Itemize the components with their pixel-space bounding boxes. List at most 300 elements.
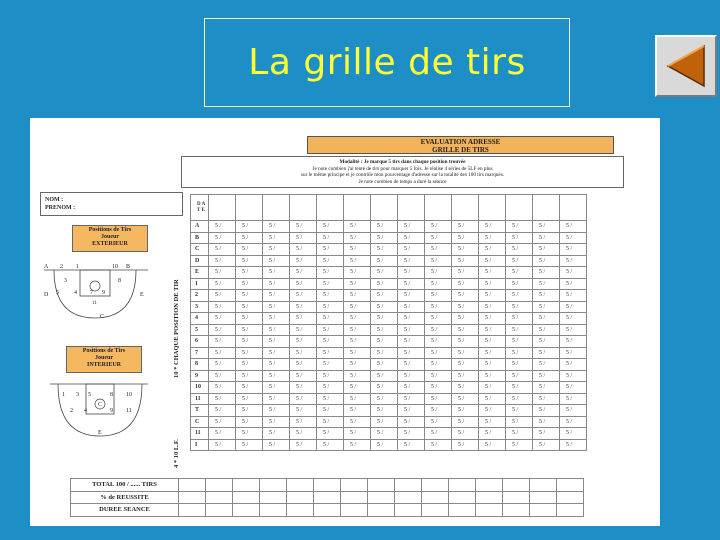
shot-cell[interactable]: 5 / bbox=[425, 393, 452, 405]
shot-cell[interactable]: 5 / bbox=[479, 428, 506, 440]
shot-cell[interactable]: 5 / bbox=[236, 244, 263, 256]
shot-cell[interactable]: 5 / bbox=[533, 232, 560, 244]
totals-cell[interactable] bbox=[233, 504, 260, 517]
shot-cell[interactable]: 5 / bbox=[236, 428, 263, 440]
shot-cell[interactable]: 5 / bbox=[344, 359, 371, 371]
shot-cell[interactable]: 5 / bbox=[479, 301, 506, 313]
shot-cell[interactable]: 5 / bbox=[290, 405, 317, 417]
shot-cell[interactable]: 5 / bbox=[479, 347, 506, 359]
shot-cell[interactable]: 5 / bbox=[317, 278, 344, 290]
shot-cell[interactable]: 5 / bbox=[425, 324, 452, 336]
totals-cell[interactable] bbox=[503, 491, 530, 504]
shot-cell[interactable]: 5 / bbox=[290, 347, 317, 359]
back-nav-button[interactable] bbox=[655, 35, 717, 97]
shot-cell[interactable]: 5 / bbox=[533, 244, 560, 256]
totals-cell[interactable] bbox=[557, 491, 584, 504]
shot-cell[interactable]: 5 / bbox=[560, 278, 587, 290]
shot-cell[interactable]: 5 / bbox=[479, 336, 506, 348]
totals-cell[interactable] bbox=[206, 479, 233, 492]
shot-cell[interactable]: 5 / bbox=[560, 405, 587, 417]
shot-cell[interactable]: 5 / bbox=[560, 439, 587, 451]
totals-cell[interactable] bbox=[260, 491, 287, 504]
shot-cell[interactable]: 5 / bbox=[344, 301, 371, 313]
shot-cell[interactable]: 5 / bbox=[398, 301, 425, 313]
shot-cell[interactable]: 5 / bbox=[290, 278, 317, 290]
totals-cell[interactable] bbox=[503, 479, 530, 492]
shot-cell[interactable]: 5 / bbox=[425, 313, 452, 325]
shot-cell[interactable]: 5 / bbox=[344, 278, 371, 290]
shot-cell[interactable]: 5 / bbox=[236, 232, 263, 244]
shot-cell[interactable]: 5 / bbox=[344, 393, 371, 405]
shot-cell[interactable]: 5 / bbox=[236, 405, 263, 417]
shot-cell[interactable]: 5 / bbox=[209, 428, 236, 440]
date-cell[interactable] bbox=[317, 195, 344, 221]
shot-cell[interactable]: 5 / bbox=[560, 324, 587, 336]
totals-cell[interactable] bbox=[368, 491, 395, 504]
shot-cell[interactable]: 5 / bbox=[236, 416, 263, 428]
shot-cell[interactable]: 5 / bbox=[209, 347, 236, 359]
shot-cell[interactable]: 5 / bbox=[290, 439, 317, 451]
shot-cell[interactable]: 5 / bbox=[263, 347, 290, 359]
date-cell[interactable] bbox=[425, 195, 452, 221]
shot-cell[interactable]: 5 / bbox=[371, 221, 398, 233]
shot-cell[interactable]: 5 / bbox=[425, 439, 452, 451]
shot-cell[interactable]: 5 / bbox=[479, 313, 506, 325]
shot-cell[interactable]: 5 / bbox=[209, 290, 236, 302]
totals-cell[interactable] bbox=[395, 491, 422, 504]
shot-cell[interactable]: 5 / bbox=[371, 347, 398, 359]
shot-cell[interactable]: 5 / bbox=[452, 255, 479, 267]
totals-cell[interactable] bbox=[233, 479, 260, 492]
shot-cell[interactable]: 5 / bbox=[506, 301, 533, 313]
shot-cell[interactable]: 5 / bbox=[263, 301, 290, 313]
shot-cell[interactable]: 5 / bbox=[344, 324, 371, 336]
shot-cell[interactable]: 5 / bbox=[533, 336, 560, 348]
shot-cell[interactable]: 5 / bbox=[452, 428, 479, 440]
totals-cell[interactable] bbox=[422, 504, 449, 517]
shot-cell[interactable]: 5 / bbox=[209, 301, 236, 313]
shot-cell[interactable]: 5 / bbox=[344, 221, 371, 233]
shot-cell[interactable]: 5 / bbox=[506, 313, 533, 325]
date-cell[interactable] bbox=[371, 195, 398, 221]
shot-cell[interactable]: 5 / bbox=[425, 359, 452, 371]
shot-cell[interactable]: 5 / bbox=[506, 244, 533, 256]
shot-cell[interactable]: 5 / bbox=[236, 290, 263, 302]
shot-cell[interactable]: 5 / bbox=[398, 393, 425, 405]
totals-cell[interactable] bbox=[287, 504, 314, 517]
shot-cell[interactable]: 5 / bbox=[452, 439, 479, 451]
shot-cell[interactable]: 5 / bbox=[371, 255, 398, 267]
shot-cell[interactable]: 5 / bbox=[290, 393, 317, 405]
shot-cell[interactable]: 5 / bbox=[209, 439, 236, 451]
shot-cell[interactable]: 5 / bbox=[506, 393, 533, 405]
shot-cell[interactable]: 5 / bbox=[425, 278, 452, 290]
shot-cell[interactable]: 5 / bbox=[452, 301, 479, 313]
shot-cell[interactable]: 5 / bbox=[425, 244, 452, 256]
shot-cell[interactable]: 5 / bbox=[452, 336, 479, 348]
shot-cell[interactable]: 5 / bbox=[290, 301, 317, 313]
shot-cell[interactable]: 5 / bbox=[371, 405, 398, 417]
shot-cell[interactable]: 5 / bbox=[317, 428, 344, 440]
shot-cell[interactable]: 5 / bbox=[533, 347, 560, 359]
shot-cell[interactable]: 5 / bbox=[209, 232, 236, 244]
shot-cell[interactable]: 5 / bbox=[560, 393, 587, 405]
shot-cell[interactable]: 5 / bbox=[425, 290, 452, 302]
shot-cell[interactable]: 5 / bbox=[425, 255, 452, 267]
shot-cell[interactable]: 5 / bbox=[236, 278, 263, 290]
shot-cell[interactable]: 5 / bbox=[425, 301, 452, 313]
shot-cell[interactable]: 5 / bbox=[479, 278, 506, 290]
shot-cell[interactable]: 5 / bbox=[506, 278, 533, 290]
shot-cell[interactable]: 5 / bbox=[452, 370, 479, 382]
totals-cell[interactable] bbox=[341, 504, 368, 517]
date-cell[interactable] bbox=[452, 195, 479, 221]
date-cell[interactable] bbox=[506, 195, 533, 221]
shot-cell[interactable]: 5 / bbox=[344, 336, 371, 348]
shot-cell[interactable]: 5 / bbox=[236, 359, 263, 371]
shot-cell[interactable]: 5 / bbox=[398, 439, 425, 451]
shot-cell[interactable]: 5 / bbox=[479, 324, 506, 336]
shot-cell[interactable]: 5 / bbox=[425, 416, 452, 428]
shot-cell[interactable]: 5 / bbox=[479, 439, 506, 451]
shot-cell[interactable]: 5 / bbox=[398, 336, 425, 348]
shot-cell[interactable]: 5 / bbox=[317, 244, 344, 256]
shot-cell[interactable]: 5 / bbox=[560, 428, 587, 440]
shot-cell[interactable]: 5 / bbox=[506, 290, 533, 302]
shot-cell[interactable]: 5 / bbox=[533, 405, 560, 417]
shot-cell[interactable]: 5 / bbox=[344, 255, 371, 267]
shot-cell[interactable]: 5 / bbox=[209, 324, 236, 336]
shot-cell[interactable]: 5 / bbox=[371, 416, 398, 428]
shot-cell[interactable]: 5 / bbox=[533, 439, 560, 451]
shot-cell[interactable]: 5 / bbox=[344, 428, 371, 440]
shot-cell[interactable]: 5 / bbox=[479, 382, 506, 394]
shot-cell[interactable]: 5 / bbox=[236, 267, 263, 279]
shot-cell[interactable]: 5 / bbox=[425, 267, 452, 279]
shot-cell[interactable]: 5 / bbox=[506, 267, 533, 279]
shot-cell[interactable]: 5 / bbox=[398, 267, 425, 279]
shot-cell[interactable]: 5 / bbox=[317, 324, 344, 336]
shot-cell[interactable]: 5 / bbox=[371, 313, 398, 325]
shot-cell[interactable]: 5 / bbox=[398, 290, 425, 302]
shot-cell[interactable]: 5 / bbox=[452, 313, 479, 325]
shot-cell[interactable]: 5 / bbox=[263, 255, 290, 267]
shot-cell[interactable]: 5 / bbox=[236, 382, 263, 394]
shot-cell[interactable]: 5 / bbox=[506, 255, 533, 267]
shot-cell[interactable]: 5 / bbox=[290, 416, 317, 428]
shot-cell[interactable]: 5 / bbox=[263, 278, 290, 290]
totals-cell[interactable] bbox=[530, 504, 557, 517]
shot-cell[interactable]: 5 / bbox=[560, 359, 587, 371]
shot-cell[interactable]: 5 / bbox=[317, 405, 344, 417]
date-cell[interactable] bbox=[479, 195, 506, 221]
shot-cell[interactable]: 5 / bbox=[209, 221, 236, 233]
totals-cell[interactable] bbox=[395, 504, 422, 517]
shot-cell[interactable]: 5 / bbox=[560, 290, 587, 302]
shot-cell[interactable]: 5 / bbox=[560, 382, 587, 394]
shot-cell[interactable]: 5 / bbox=[452, 324, 479, 336]
shot-cell[interactable]: 5 / bbox=[452, 244, 479, 256]
shot-cell[interactable]: 5 / bbox=[398, 405, 425, 417]
shot-cell[interactable]: 5 / bbox=[317, 347, 344, 359]
shot-cell[interactable]: 5 / bbox=[344, 232, 371, 244]
shot-cell[interactable]: 5 / bbox=[263, 290, 290, 302]
date-cell[interactable] bbox=[398, 195, 425, 221]
shot-cell[interactable]: 5 / bbox=[371, 267, 398, 279]
shot-cell[interactable]: 5 / bbox=[425, 428, 452, 440]
shot-cell[interactable]: 5 / bbox=[371, 336, 398, 348]
totals-cell[interactable] bbox=[314, 504, 341, 517]
shot-cell[interactable]: 5 / bbox=[290, 221, 317, 233]
shot-cell[interactable]: 5 / bbox=[209, 313, 236, 325]
totals-cell[interactable] bbox=[179, 491, 206, 504]
shot-cell[interactable]: 5 / bbox=[560, 221, 587, 233]
shot-cell[interactable]: 5 / bbox=[506, 405, 533, 417]
shot-cell[interactable]: 5 / bbox=[209, 393, 236, 405]
shot-cell[interactable]: 5 / bbox=[398, 255, 425, 267]
totals-cell[interactable] bbox=[422, 479, 449, 492]
shot-cell[interactable]: 5 / bbox=[533, 267, 560, 279]
shot-cell[interactable]: 5 / bbox=[209, 336, 236, 348]
shot-cell[interactable]: 5 / bbox=[479, 393, 506, 405]
shot-cell[interactable]: 5 / bbox=[479, 255, 506, 267]
shot-cell[interactable]: 5 / bbox=[263, 324, 290, 336]
shot-cell[interactable]: 5 / bbox=[371, 324, 398, 336]
shot-cell[interactable]: 5 / bbox=[290, 336, 317, 348]
totals-cell[interactable] bbox=[314, 491, 341, 504]
shot-cell[interactable]: 5 / bbox=[533, 221, 560, 233]
totals-cell[interactable] bbox=[449, 491, 476, 504]
shot-cell[interactable]: 5 / bbox=[398, 278, 425, 290]
shot-cell[interactable]: 5 / bbox=[344, 370, 371, 382]
shot-cell[interactable]: 5 / bbox=[209, 405, 236, 417]
totals-cell[interactable] bbox=[530, 479, 557, 492]
totals-cell[interactable] bbox=[341, 491, 368, 504]
shot-cell[interactable]: 5 / bbox=[506, 221, 533, 233]
shot-cell[interactable]: 5 / bbox=[452, 232, 479, 244]
shot-cell[interactable]: 5 / bbox=[290, 290, 317, 302]
shot-cell[interactable]: 5 / bbox=[479, 416, 506, 428]
shot-cell[interactable]: 5 / bbox=[479, 232, 506, 244]
totals-cell[interactable] bbox=[206, 491, 233, 504]
totals-cell[interactable] bbox=[260, 479, 287, 492]
shot-cell[interactable]: 5 / bbox=[398, 313, 425, 325]
shot-cell[interactable]: 5 / bbox=[398, 244, 425, 256]
shot-cell[interactable]: 5 / bbox=[533, 416, 560, 428]
shot-cell[interactable]: 5 / bbox=[533, 301, 560, 313]
totals-cell[interactable] bbox=[557, 504, 584, 517]
shot-cell[interactable]: 5 / bbox=[209, 278, 236, 290]
shot-cell[interactable]: 5 / bbox=[236, 439, 263, 451]
shot-cell[interactable]: 5 / bbox=[398, 416, 425, 428]
shot-cell[interactable]: 5 / bbox=[317, 301, 344, 313]
shot-cell[interactable]: 5 / bbox=[479, 221, 506, 233]
totals-cell[interactable] bbox=[476, 491, 503, 504]
shot-cell[interactable]: 5 / bbox=[317, 382, 344, 394]
shot-cell[interactable]: 5 / bbox=[236, 393, 263, 405]
shot-cell[interactable]: 5 / bbox=[344, 267, 371, 279]
totals-cell[interactable] bbox=[314, 479, 341, 492]
shot-cell[interactable]: 5 / bbox=[371, 278, 398, 290]
totals-cell[interactable] bbox=[422, 491, 449, 504]
shot-cell[interactable]: 5 / bbox=[533, 255, 560, 267]
shot-cell[interactable]: 5 / bbox=[398, 324, 425, 336]
shot-cell[interactable]: 5 / bbox=[452, 359, 479, 371]
shot-cell[interactable]: 5 / bbox=[560, 347, 587, 359]
totals-cell[interactable] bbox=[341, 479, 368, 492]
totals-cell[interactable] bbox=[287, 491, 314, 504]
shot-cell[interactable]: 5 / bbox=[317, 313, 344, 325]
totals-cell[interactable] bbox=[179, 479, 206, 492]
shot-cell[interactable]: 5 / bbox=[452, 416, 479, 428]
shot-cell[interactable]: 5 / bbox=[344, 244, 371, 256]
shot-cell[interactable]: 5 / bbox=[479, 405, 506, 417]
shot-cell[interactable]: 5 / bbox=[344, 290, 371, 302]
shot-cell[interactable]: 5 / bbox=[398, 232, 425, 244]
shot-cell[interactable]: 5 / bbox=[209, 244, 236, 256]
shot-cell[interactable]: 5 / bbox=[263, 370, 290, 382]
shot-cell[interactable]: 5 / bbox=[560, 313, 587, 325]
shot-cell[interactable]: 5 / bbox=[371, 290, 398, 302]
shot-cell[interactable]: 5 / bbox=[290, 232, 317, 244]
shot-cell[interactable]: 5 / bbox=[533, 393, 560, 405]
totals-cell[interactable] bbox=[179, 504, 206, 517]
shot-cell[interactable]: 5 / bbox=[506, 232, 533, 244]
shot-cell[interactable]: 5 / bbox=[263, 359, 290, 371]
shot-cell[interactable]: 5 / bbox=[317, 359, 344, 371]
shot-cell[interactable]: 5 / bbox=[236, 324, 263, 336]
shot-cell[interactable]: 5 / bbox=[371, 370, 398, 382]
shot-cell[interactable]: 5 / bbox=[506, 359, 533, 371]
totals-cell[interactable] bbox=[503, 504, 530, 517]
shot-cell[interactable]: 5 / bbox=[290, 382, 317, 394]
shot-cell[interactable]: 5 / bbox=[236, 370, 263, 382]
shot-cell[interactable]: 5 / bbox=[425, 221, 452, 233]
shot-cell[interactable]: 5 / bbox=[398, 382, 425, 394]
totals-cell[interactable] bbox=[449, 504, 476, 517]
shot-cell[interactable]: 5 / bbox=[533, 428, 560, 440]
shot-cell[interactable]: 5 / bbox=[317, 393, 344, 405]
shot-cell[interactable]: 5 / bbox=[560, 232, 587, 244]
shot-cell[interactable]: 5 / bbox=[344, 416, 371, 428]
shot-cell[interactable]: 5 / bbox=[479, 359, 506, 371]
shot-cell[interactable]: 5 / bbox=[290, 324, 317, 336]
shot-cell[interactable]: 5 / bbox=[371, 393, 398, 405]
shot-cell[interactable]: 5 / bbox=[506, 336, 533, 348]
shot-cell[interactable]: 5 / bbox=[506, 428, 533, 440]
shot-cell[interactable]: 5 / bbox=[560, 370, 587, 382]
shot-cell[interactable]: 5 / bbox=[560, 416, 587, 428]
shot-cell[interactable]: 5 / bbox=[263, 336, 290, 348]
shot-cell[interactable]: 5 / bbox=[263, 382, 290, 394]
totals-cell[interactable] bbox=[476, 479, 503, 492]
totals-cell[interactable] bbox=[287, 479, 314, 492]
shot-cell[interactable]: 5 / bbox=[452, 393, 479, 405]
totals-cell[interactable] bbox=[260, 504, 287, 517]
shot-cell[interactable]: 5 / bbox=[209, 370, 236, 382]
shot-cell[interactable]: 5 / bbox=[533, 290, 560, 302]
totals-cell[interactable] bbox=[233, 491, 260, 504]
shot-cell[interactable]: 5 / bbox=[263, 428, 290, 440]
shot-cell[interactable]: 5 / bbox=[506, 382, 533, 394]
totals-cell[interactable] bbox=[395, 479, 422, 492]
shot-cell[interactable]: 5 / bbox=[506, 324, 533, 336]
shot-cell[interactable]: 5 / bbox=[317, 221, 344, 233]
shot-cell[interactable]: 5 / bbox=[317, 232, 344, 244]
totals-cell[interactable] bbox=[368, 479, 395, 492]
shot-cell[interactable]: 5 / bbox=[317, 255, 344, 267]
totals-cell[interactable] bbox=[530, 491, 557, 504]
shot-cell[interactable]: 5 / bbox=[506, 416, 533, 428]
shot-cell[interactable]: 5 / bbox=[560, 255, 587, 267]
shot-cell[interactable]: 5 / bbox=[533, 278, 560, 290]
shot-cell[interactable]: 5 / bbox=[317, 336, 344, 348]
shot-cell[interactable]: 5 / bbox=[452, 267, 479, 279]
shot-cell[interactable]: 5 / bbox=[398, 221, 425, 233]
shot-cell[interactable]: 5 / bbox=[425, 370, 452, 382]
shot-cell[interactable]: 5 / bbox=[236, 255, 263, 267]
shot-cell[interactable]: 5 / bbox=[506, 439, 533, 451]
date-cell[interactable] bbox=[209, 195, 236, 221]
shot-cell[interactable]: 5 / bbox=[317, 439, 344, 451]
shot-cell[interactable]: 5 / bbox=[236, 313, 263, 325]
date-cell[interactable] bbox=[344, 195, 371, 221]
shot-cell[interactable]: 5 / bbox=[209, 416, 236, 428]
shot-cell[interactable]: 5 / bbox=[560, 336, 587, 348]
date-cell[interactable] bbox=[263, 195, 290, 221]
date-cell[interactable] bbox=[236, 195, 263, 221]
date-cell[interactable] bbox=[533, 195, 560, 221]
totals-cell[interactable] bbox=[476, 504, 503, 517]
shot-cell[interactable]: 5 / bbox=[263, 405, 290, 417]
shot-cell[interactable]: 5 / bbox=[263, 267, 290, 279]
shot-cell[interactable]: 5 / bbox=[290, 313, 317, 325]
totals-cell[interactable] bbox=[206, 504, 233, 517]
shot-cell[interactable]: 5 / bbox=[290, 428, 317, 440]
shot-cell[interactable]: 5 / bbox=[371, 301, 398, 313]
totals-cell[interactable] bbox=[557, 479, 584, 492]
shot-cell[interactable]: 5 / bbox=[533, 359, 560, 371]
shot-cell[interactable]: 5 / bbox=[398, 347, 425, 359]
shot-cell[interactable]: 5 / bbox=[425, 405, 452, 417]
shot-cell[interactable]: 5 / bbox=[317, 290, 344, 302]
shot-cell[interactable]: 5 / bbox=[236, 347, 263, 359]
shot-cell[interactable]: 5 / bbox=[344, 405, 371, 417]
shot-cell[interactable]: 5 / bbox=[371, 232, 398, 244]
shot-cell[interactable]: 5 / bbox=[533, 370, 560, 382]
shot-cell[interactable]: 5 / bbox=[290, 370, 317, 382]
shot-cell[interactable]: 5 / bbox=[236, 221, 263, 233]
shot-cell[interactable]: 5 / bbox=[425, 336, 452, 348]
shot-cell[interactable]: 5 / bbox=[209, 255, 236, 267]
shot-cell[interactable]: 5 / bbox=[371, 382, 398, 394]
shot-cell[interactable]: 5 / bbox=[479, 290, 506, 302]
shot-cell[interactable]: 5 / bbox=[506, 347, 533, 359]
shot-cell[interactable]: 5 / bbox=[398, 428, 425, 440]
shot-cell[interactable]: 5 / bbox=[425, 347, 452, 359]
shot-cell[interactable]: 5 / bbox=[317, 267, 344, 279]
shot-cell[interactable]: 5 / bbox=[263, 439, 290, 451]
shot-cell[interactable]: 5 / bbox=[263, 232, 290, 244]
date-cell[interactable] bbox=[290, 195, 317, 221]
shot-cell[interactable]: 5 / bbox=[344, 313, 371, 325]
shot-cell[interactable]: 5 / bbox=[263, 313, 290, 325]
shot-cell[interactable]: 5 / bbox=[344, 347, 371, 359]
shot-cell[interactable]: 5 / bbox=[506, 370, 533, 382]
shot-cell[interactable]: 5 / bbox=[209, 267, 236, 279]
shot-cell[interactable]: 5 / bbox=[560, 244, 587, 256]
shot-cell[interactable]: 5 / bbox=[317, 416, 344, 428]
